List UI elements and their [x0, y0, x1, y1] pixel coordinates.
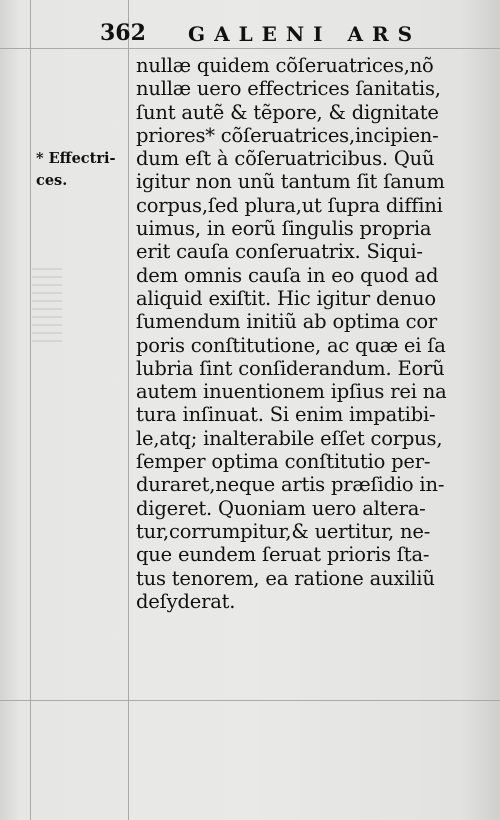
marginal-note — [36, 148, 131, 192]
page-header — [100, 18, 460, 52]
text-line: erit cauſa conſeruatrix. Siqui- — [136, 240, 423, 264]
text-line: aliquid exiſtit. Hic igitur denuo — [136, 286, 436, 310]
marginal-note-line: ces. — [36, 172, 68, 189]
text-line: dem omnis cauſa in eo quod ad — [136, 263, 439, 287]
body-text — [136, 54, 494, 613]
text-line: nullæ uero effectrices ſanitatis, — [136, 77, 441, 101]
text-line: poris conſtitutione, ac quæ ei ſa — [136, 333, 446, 357]
text-line: nullæ quidem cõſeruatrices,nõ — [136, 54, 434, 77]
text-line: corpus,ſed plura,ut ſupra diffini — [136, 193, 443, 217]
text-line: ſumendum initiũ ab optima cor — [136, 310, 438, 334]
text-line: que eundem ſeruat prioris ſta- — [136, 543, 430, 567]
page-number: 362 — [100, 20, 146, 46]
text-line: autem inuentionem ipſius rei na — [136, 380, 447, 404]
text-line: dum eſt à cõſeruatricibus. Quũ — [136, 147, 435, 171]
text-line: le,atq; inalterabile eſſet corpus, — [136, 426, 443, 450]
text-line: duraret,neque artis præſidio in- — [136, 473, 445, 497]
text-line: ſunt autẽ & tẽpore, & dignitate — [136, 100, 439, 124]
text-line: lubria ſint conſiderandum. Eorũ — [136, 356, 445, 380]
running-head: GALENI ARS — [188, 22, 422, 46]
text-line: ſemper optima conſtitutio per- — [136, 450, 431, 474]
text-line: igitur non unũ tantum ſit ſanum — [136, 170, 445, 194]
ruled-line-margin — [128, 0, 129, 820]
text-line: deſyderat. — [136, 589, 236, 613]
ruled-line-outer — [30, 0, 31, 820]
ruled-line-bottom — [0, 700, 500, 701]
text-line: uimus, in eorũ ſingulis propria — [136, 217, 432, 241]
marginal-note-line: * Effectri- — [36, 150, 116, 167]
text-line: tur,corrumpitur,& uertitur, ne- — [136, 519, 431, 543]
show-through-texture — [32, 262, 62, 342]
text-line: digeret. Quoniam uero altera- — [136, 496, 426, 520]
text-line: priores* cõſeruatrices,incipien- — [136, 123, 439, 147]
text-line: tura inſinuat. Si enim impatibi- — [136, 403, 436, 427]
text-line: tus tenorem, ea ratione auxiliũ — [136, 566, 435, 590]
